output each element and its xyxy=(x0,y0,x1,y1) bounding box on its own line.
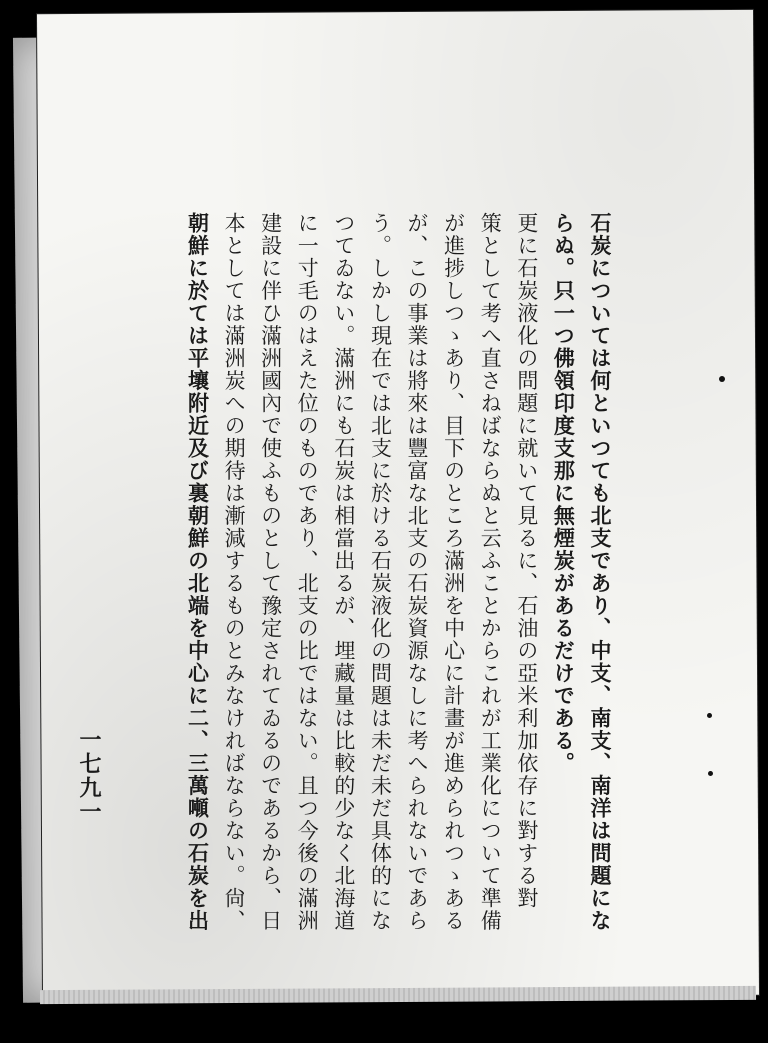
text-column: らぬ。只一つ佛領印度支那に無煙炭があるだけである。 xyxy=(551,212,577,775)
text-column: う。しかし現在では北支に於ける石炭液化の問題は未だ未だ具体的にな xyxy=(368,212,393,932)
body-text xyxy=(179,212,618,932)
text-column: 石炭については何といつても北支であり、中支、南支、南洋は問題にな xyxy=(588,212,613,932)
page-edge-strip xyxy=(40,986,756,1004)
text-column: 更に石炭液化の問題に就いて見るに、石油の亞米利加依存に對する對 xyxy=(514,212,539,910)
page-number: 一七九一 xyxy=(76,728,102,824)
text-column: 建設に伴ひ滿洲國內で使ふものとして豫定されてゐるのであるから、日 xyxy=(258,212,283,932)
text-column: 策として考へ直さねばならぬと云ふことからこれが工業化について準備 xyxy=(478,212,503,932)
text-column: つてゐない。滿洲にも石炭は相當出るが、埋藏量は比較的少なく北海道 xyxy=(331,212,356,932)
ink-speck xyxy=(707,713,712,718)
text-column: 本としては滿洲炭への期待は漸減するものとみなければならない。尙、 xyxy=(222,212,247,932)
text-column: 朝鮮に於ては平壤附近及び裏朝鮮の北端を中心に二、三萬噸の石炭を出 xyxy=(185,212,211,932)
ink-speck xyxy=(708,771,713,776)
text-column: が、この事業は將來は豐富な北支の石炭資源なしに考へられないであら xyxy=(405,212,430,932)
text-column: に一寸毛のはえた位のものであり、北支の比ではない。且つ今後の滿洲 xyxy=(295,212,320,932)
text-column: が進捗しつゝあり、目下のところ滿洲を中心に計畫が進められつゝある xyxy=(441,212,466,932)
ink-speck xyxy=(719,376,725,382)
